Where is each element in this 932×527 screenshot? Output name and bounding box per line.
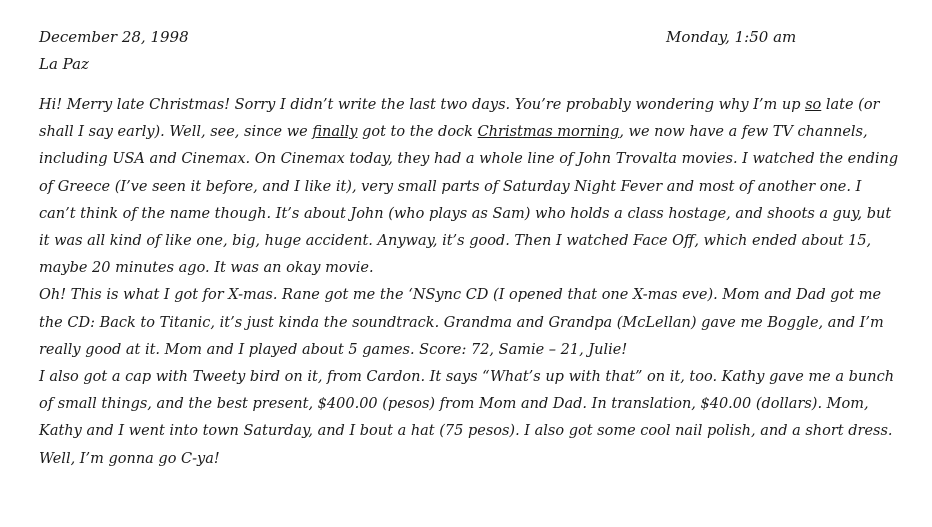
paragraph-2: Oh! This is what I got for X-mas. Rane got me the ‘NSync CD (I opened that one X-mas eve). Mom and Dad got me the CD: Back to Titanic, it’s just kinda the soundtrack. Grandma and Grandpa (McLellan) gave me Boggle, and I’m really good at it. Mom and I played about 5 games. Score: 72, Samie – 21, Julie! [39,287,884,358]
paragraph-1 [39,92,901,282]
entry-body [39,92,901,473]
text-run: got to the dock [357,124,478,141]
text-run: Hi! Merry late Christmas! Sorry I didn’t write the last two days. You’re probably wondering why I’m up [39,97,806,113]
entry-date: December 28, 1998 [39,28,189,46]
entry-time: Monday, 1:50 am [666,28,797,46]
text-run: , we now have a few TV channels, including USA and Cinemax. On Cinemax today, they had a whole line of John Trovalta movies. I watched the ending of Greece (I’ve seen it before, and I like it), very small parts of Saturday Night Fever and most of another one. I can’t think of the name though. It’s about John (who plays as Sam) who holds a class hostage, and shoots a guy, but it was all kind of like one, big, huge accident. Anyway, it’s good. Then I watched Face Off, which ended about 15, maybe 20 minutes ago. It was an okay movie. [39,124,899,277]
entry-location: La Paz [39,55,89,73]
underlined-word-finally: finally [312,124,358,141]
paragraph-3: I also got a cap with Tweety bird on it, from Cardon. It says “What’s up with that” on it, too. Kathy gave me a bunch of small things, and the best present, $400.00 (pesos) from Mom and Dad. In translation, $40.00 (dollars). Mom, Kathy and I went into town Saturday, and I bout a hat (75 pesos). I also got some cool nail polish, and a short dress. [39,369,895,440]
underlined-phrase-christmas-morning: Christmas morning [477,124,620,141]
text-run: late (or shall I say early). Well, see, since we [39,97,880,141]
underlined-word-so: so [805,97,822,113]
paragraph-4: Well, I’m gonna go C-ya! [39,450,220,467]
